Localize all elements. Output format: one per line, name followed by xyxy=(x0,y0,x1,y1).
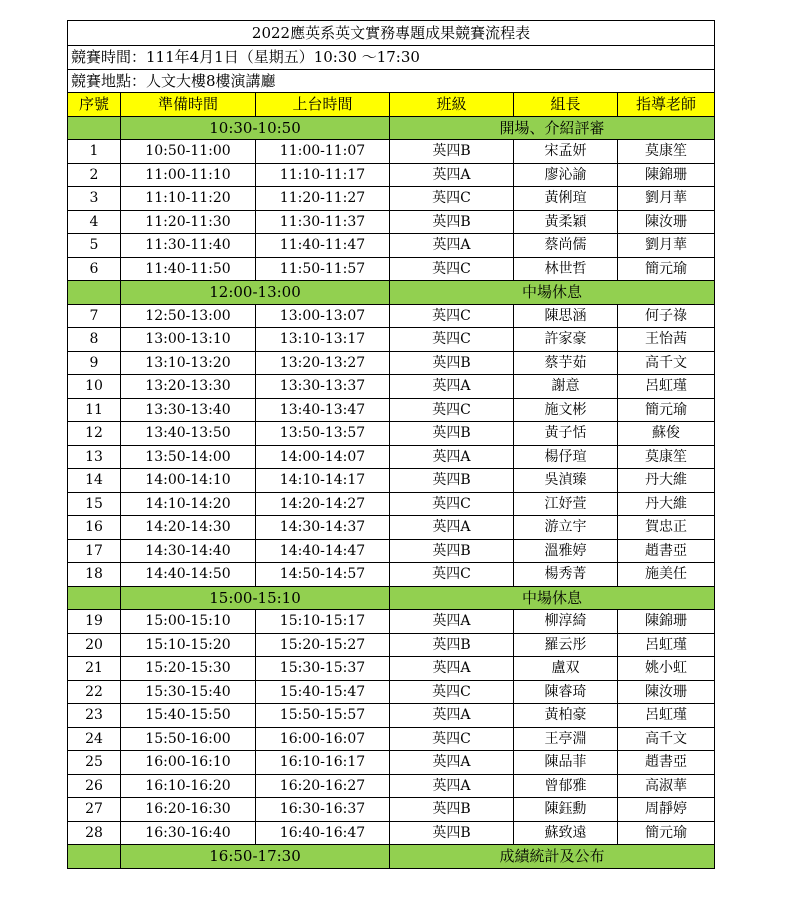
table-row xyxy=(68,751,715,775)
row-number: 24 xyxy=(68,727,121,751)
row-number: 8 xyxy=(68,328,121,352)
class-name: 英四A xyxy=(390,704,514,728)
band-time: 15:00-15:10 xyxy=(121,586,390,610)
prep-time: 11:10-11:20 xyxy=(121,187,256,211)
prep-time: 16:10-16:20 xyxy=(121,774,256,798)
prep-time: 14:40-14:50 xyxy=(121,563,256,587)
stage-time: 11:00-11:07 xyxy=(256,140,390,164)
advisor-name: 陳錦珊 xyxy=(618,610,715,634)
advisor-name: 莫康笙 xyxy=(618,445,715,469)
leader-name: 陳鈺勳 xyxy=(514,798,618,822)
stage-time: 16:00-16:07 xyxy=(256,727,390,751)
advisor-name: 王怡茜 xyxy=(618,328,715,352)
band-label: 開場、介紹評審 xyxy=(390,116,715,140)
advisor-name: 周靜婷 xyxy=(618,798,715,822)
row-number: 18 xyxy=(68,563,121,587)
leader-name: 江妤萱 xyxy=(514,492,618,516)
prep-time: 15:20-15:30 xyxy=(121,657,256,681)
class-name: 英四A xyxy=(390,445,514,469)
stage-time: 14:30-14:37 xyxy=(256,516,390,540)
prep-time: 13:40-13:50 xyxy=(121,422,256,446)
class-name: 英四C xyxy=(390,398,514,422)
advisor-name: 賀忠正 xyxy=(618,516,715,540)
band-time: 12:00-13:00 xyxy=(121,281,390,305)
band-empty-cell xyxy=(68,116,121,140)
prep-time: 15:40-15:50 xyxy=(121,704,256,728)
class-name: 英四B xyxy=(390,539,514,563)
stage-time: 15:30-15:37 xyxy=(256,657,390,681)
table-row xyxy=(68,798,715,822)
class-name: 英四B xyxy=(390,210,514,234)
advisor-name: 高千文 xyxy=(618,727,715,751)
table-row xyxy=(68,140,715,164)
leader-name: 許家豪 xyxy=(514,328,618,352)
row-number: 25 xyxy=(68,751,121,775)
class-name: 英四C xyxy=(390,328,514,352)
band-label: 成績統計及公布 xyxy=(390,845,715,869)
band-label: 中場休息 xyxy=(390,586,715,610)
table-row xyxy=(68,398,715,422)
leader-name: 黃子恬 xyxy=(514,422,618,446)
leader-name: 楊秀菁 xyxy=(514,563,618,587)
row-number: 6 xyxy=(68,257,121,281)
row-number: 4 xyxy=(68,210,121,234)
prep-time: 11:40-11:50 xyxy=(121,257,256,281)
row-number: 2 xyxy=(68,163,121,187)
competition-venue: 競賽地點：人文大樓8樓演講廳 xyxy=(68,69,715,93)
table-row xyxy=(68,422,715,446)
header-stage-time: 上台時間 xyxy=(256,93,390,117)
advisor-name: 陳汝珊 xyxy=(618,680,715,704)
prep-time: 16:20-16:30 xyxy=(121,798,256,822)
leader-name: 吳湞臻 xyxy=(514,469,618,493)
table-row xyxy=(68,610,715,634)
advisor-name: 姚小虹 xyxy=(618,657,715,681)
leader-name: 宋孟妍 xyxy=(514,140,618,164)
stage-time: 15:20-15:27 xyxy=(256,633,390,657)
table-row xyxy=(68,774,715,798)
table-row xyxy=(68,727,715,751)
class-name: 英四C xyxy=(390,187,514,211)
class-name: 英四A xyxy=(390,163,514,187)
row-number: 26 xyxy=(68,774,121,798)
row-number: 3 xyxy=(68,187,121,211)
stage-time: 11:10-11:17 xyxy=(256,163,390,187)
stage-time: 13:40-13:47 xyxy=(256,398,390,422)
leader-name: 陳品菲 xyxy=(514,751,618,775)
class-name: 英四A xyxy=(390,657,514,681)
stage-time: 11:30-11:37 xyxy=(256,210,390,234)
stage-time: 11:40-11:47 xyxy=(256,234,390,258)
leader-name: 曾郁雅 xyxy=(514,774,618,798)
leader-name: 蔡尚儒 xyxy=(514,234,618,258)
class-name: 英四A xyxy=(390,234,514,258)
leader-name: 黃柏豪 xyxy=(514,704,618,728)
row-number: 13 xyxy=(68,445,121,469)
table-row xyxy=(68,539,715,563)
stage-time: 15:50-15:57 xyxy=(256,704,390,728)
leader-name: 游立宇 xyxy=(514,516,618,540)
section-band-row xyxy=(68,281,715,305)
row-number: 27 xyxy=(68,798,121,822)
prep-time: 16:00-16:10 xyxy=(121,751,256,775)
table-row xyxy=(68,563,715,587)
class-name: 英四A xyxy=(390,610,514,634)
prep-time: 13:50-14:00 xyxy=(121,445,256,469)
advisor-name: 丹大維 xyxy=(618,469,715,493)
class-name: 英四B xyxy=(390,633,514,657)
prep-time: 15:00-15:10 xyxy=(121,610,256,634)
class-name: 英四C xyxy=(390,727,514,751)
stage-time: 13:10-13:17 xyxy=(256,328,390,352)
class-name: 英四C xyxy=(390,304,514,328)
class-name: 英四C xyxy=(390,492,514,516)
table-row xyxy=(68,351,715,375)
section-band-row xyxy=(68,586,715,610)
prep-time: 15:10-15:20 xyxy=(121,633,256,657)
band-empty-cell xyxy=(68,845,121,869)
leader-name: 溫雅婷 xyxy=(514,539,618,563)
stage-time: 14:00-14:07 xyxy=(256,445,390,469)
prep-time: 10:50-11:00 xyxy=(121,140,256,164)
row-number: 12 xyxy=(68,422,121,446)
row-number: 19 xyxy=(68,610,121,634)
stage-time: 15:10-15:17 xyxy=(256,610,390,634)
stage-time: 14:40-14:47 xyxy=(256,539,390,563)
prep-time: 15:50-16:00 xyxy=(121,727,256,751)
stage-time: 11:50-11:57 xyxy=(256,257,390,281)
advisor-name: 呂虹瑾 xyxy=(618,375,715,399)
prep-time: 14:20-14:30 xyxy=(121,516,256,540)
leader-name: 林世哲 xyxy=(514,257,618,281)
table-row xyxy=(68,469,715,493)
leader-name: 王亭淵 xyxy=(514,727,618,751)
leader-name: 蔡芋茹 xyxy=(514,351,618,375)
stage-time: 14:10-14:17 xyxy=(256,469,390,493)
prep-time: 11:00-11:10 xyxy=(121,163,256,187)
table-row xyxy=(68,633,715,657)
stage-time: 13:00-13:07 xyxy=(256,304,390,328)
table-row xyxy=(68,445,715,469)
prep-time: 13:00-13:10 xyxy=(121,328,256,352)
advisor-name: 簡元瑜 xyxy=(618,821,715,845)
band-label: 中場休息 xyxy=(390,281,715,305)
table-row xyxy=(68,821,715,845)
prep-time: 16:30-16:40 xyxy=(121,821,256,845)
advisor-name: 呂虹瑾 xyxy=(618,704,715,728)
leader-name: 謝意 xyxy=(514,375,618,399)
band-empty-cell xyxy=(68,281,121,305)
advisor-name: 陳錦珊 xyxy=(618,163,715,187)
row-number: 20 xyxy=(68,633,121,657)
stage-time: 16:10-16:17 xyxy=(256,751,390,775)
class-name: 英四B xyxy=(390,469,514,493)
stage-time: 16:30-16:37 xyxy=(256,798,390,822)
leader-name: 黃柔穎 xyxy=(514,210,618,234)
row-number: 28 xyxy=(68,821,121,845)
prep-time: 12:50-13:00 xyxy=(121,304,256,328)
row-number: 22 xyxy=(68,680,121,704)
class-name: 英四B xyxy=(390,351,514,375)
table-row xyxy=(68,328,715,352)
row-number: 7 xyxy=(68,304,121,328)
table-row xyxy=(68,516,715,540)
stage-time: 14:20-14:27 xyxy=(256,492,390,516)
header-leader: 組長 xyxy=(514,93,618,117)
class-name: 英四A xyxy=(390,751,514,775)
schedule-sheet xyxy=(67,20,714,869)
table-row xyxy=(68,492,715,516)
stage-time: 15:40-15:47 xyxy=(256,680,390,704)
advisor-name: 蘇俊 xyxy=(618,422,715,446)
class-name: 英四C xyxy=(390,257,514,281)
stage-time: 13:50-13:57 xyxy=(256,422,390,446)
class-name: 英四C xyxy=(390,563,514,587)
row-number: 14 xyxy=(68,469,121,493)
table-row xyxy=(68,257,715,281)
prep-time: 13:30-13:40 xyxy=(121,398,256,422)
advisor-name: 劉月華 xyxy=(618,234,715,258)
band-time: 10:30-10:50 xyxy=(121,116,390,140)
stage-time: 13:20-13:27 xyxy=(256,351,390,375)
stage-time: 16:20-16:27 xyxy=(256,774,390,798)
advisor-name: 高千文 xyxy=(618,351,715,375)
schedule-table xyxy=(67,20,715,869)
row-number: 21 xyxy=(68,657,121,681)
table-row xyxy=(68,657,715,681)
row-number: 16 xyxy=(68,516,121,540)
band-empty-cell xyxy=(68,586,121,610)
advisor-name: 劉月華 xyxy=(618,187,715,211)
leader-name: 施文彬 xyxy=(514,398,618,422)
stage-time: 13:30-13:37 xyxy=(256,375,390,399)
row-number: 15 xyxy=(68,492,121,516)
prep-time: 14:00-14:10 xyxy=(121,469,256,493)
advisor-name: 呂虹瑾 xyxy=(618,633,715,657)
header-class: 班級 xyxy=(390,93,514,117)
band-time: 16:50-17:30 xyxy=(121,845,390,869)
row-number: 11 xyxy=(68,398,121,422)
table-row xyxy=(68,163,715,187)
prep-time: 14:10-14:20 xyxy=(121,492,256,516)
header-row xyxy=(68,93,715,117)
advisor-name: 趙書亞 xyxy=(618,751,715,775)
prep-time: 11:30-11:40 xyxy=(121,234,256,258)
leader-name: 羅云彤 xyxy=(514,633,618,657)
leader-name: 陳睿琦 xyxy=(514,680,618,704)
stage-time: 16:40-16:47 xyxy=(256,821,390,845)
class-name: 英四B xyxy=(390,798,514,822)
header-advisor: 指導老師 xyxy=(618,93,715,117)
prep-time: 13:20-13:30 xyxy=(121,375,256,399)
row-number: 9 xyxy=(68,351,121,375)
table-row xyxy=(68,210,715,234)
table-row xyxy=(68,680,715,704)
row-number: 17 xyxy=(68,539,121,563)
leader-name: 廖沁諭 xyxy=(514,163,618,187)
table-row xyxy=(68,304,715,328)
class-name: 英四B xyxy=(390,821,514,845)
class-name: 英四C xyxy=(390,680,514,704)
stage-time: 14:50-14:57 xyxy=(256,563,390,587)
advisor-name: 簡元瑜 xyxy=(618,398,715,422)
advisor-name: 何子祿 xyxy=(618,304,715,328)
advisor-name: 簡元瑜 xyxy=(618,257,715,281)
advisor-name: 高淑華 xyxy=(618,774,715,798)
leader-name: 柳淳綺 xyxy=(514,610,618,634)
row-number: 23 xyxy=(68,704,121,728)
prep-time: 14:30-14:40 xyxy=(121,539,256,563)
leader-name: 楊伃瑄 xyxy=(514,445,618,469)
page-title: 2022應英系英文實務專題成果競賽流程表 xyxy=(68,21,715,46)
section-band-row xyxy=(68,845,715,869)
class-name: 英四A xyxy=(390,774,514,798)
row-number: 1 xyxy=(68,140,121,164)
header-no: 序號 xyxy=(68,93,121,117)
advisor-name: 莫康笙 xyxy=(618,140,715,164)
section-band-row xyxy=(68,116,715,140)
table-row xyxy=(68,375,715,399)
table-row xyxy=(68,187,715,211)
row-number: 5 xyxy=(68,234,121,258)
table-row xyxy=(68,704,715,728)
class-name: 英四B xyxy=(390,140,514,164)
class-name: 英四A xyxy=(390,375,514,399)
table-row xyxy=(68,234,715,258)
leader-name: 盧双 xyxy=(514,657,618,681)
advisor-name: 丹大維 xyxy=(618,492,715,516)
prep-time: 11:20-11:30 xyxy=(121,210,256,234)
leader-name: 黃俐瑄 xyxy=(514,187,618,211)
stage-time: 11:20-11:27 xyxy=(256,187,390,211)
prep-time: 13:10-13:20 xyxy=(121,351,256,375)
prep-time: 15:30-15:40 xyxy=(121,680,256,704)
header-prep-time: 準備時間 xyxy=(121,93,256,117)
class-name: 英四B xyxy=(390,422,514,446)
advisor-name: 趙書亞 xyxy=(618,539,715,563)
row-number: 10 xyxy=(68,375,121,399)
advisor-name: 施美任 xyxy=(618,563,715,587)
class-name: 英四A xyxy=(390,516,514,540)
leader-name: 陳思涵 xyxy=(514,304,618,328)
leader-name: 蘇致遠 xyxy=(514,821,618,845)
competition-time: 競賽時間：111年4月1日（星期五）10:30 ～17:30 xyxy=(68,46,715,70)
advisor-name: 陳汝珊 xyxy=(618,210,715,234)
